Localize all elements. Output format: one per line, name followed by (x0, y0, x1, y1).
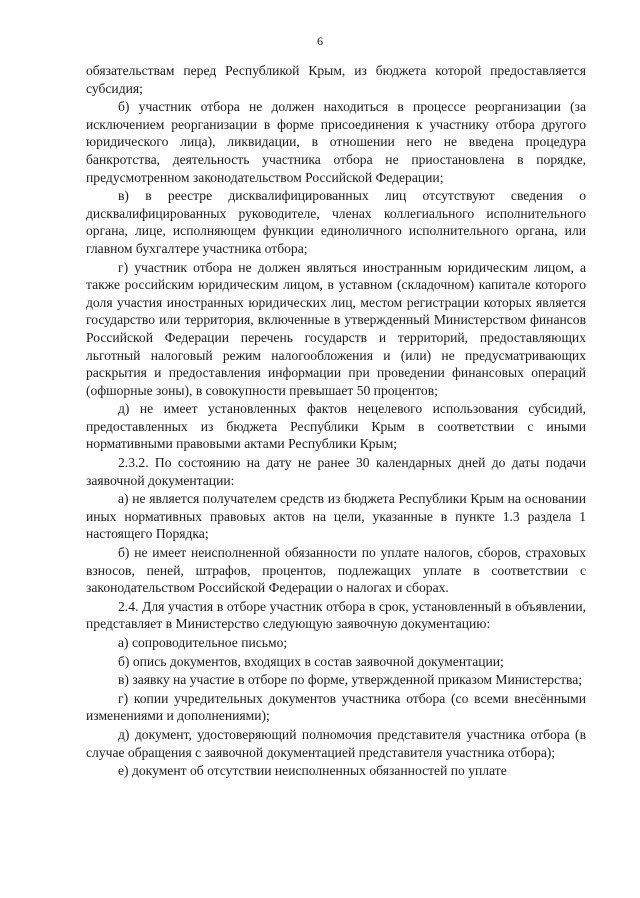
paragraph-continuation: обязательствам перед Республикой Крым, из бюджета которой предоставляется субсидия; (86, 63, 586, 96)
paragraph-a-not-recipient: а) не является получателем средств из бюджета Республики Крым на основании иных нормативных правовых актов на цели, указанные в пункте 1.3 раздела 1 настоящего Порядка; (86, 491, 586, 542)
list-item-application: в) заявку на участие в отборе по форме, утвержденной приказом Министерства; (118, 672, 583, 688)
paragraph-d-misuse: д) не имеет установленных фактов нецелевого использования субсидий, предоставленных из бюджета Республики Крым в соответствии с иными нормативными правовыми актами Республики Крым; (86, 401, 586, 452)
list-item-constituent-docs: г) копии учредительных документов участника отбора (со всеми внесёнными изменениями и дополнениями); (86, 690, 586, 724)
list-item-cover-letter: а) сопроводительное письмо; (118, 635, 288, 650)
paragraph-b-reorganization: б) участник отбора не должен находиться в процессе реорганизации (за исключением реорганизации в форме присоединения к участнику отбора другого юридического лица), ликвидации, в отношении него не введена процедура банкротства, деятельность участника отбора не приостановлена в порядке, предусмотренном законодательством Российской Федерации; (86, 99, 586, 185)
page-number: 6 (317, 34, 323, 48)
paragraph-2-3-2: 2.3.2. По состоянию на дату не ранее 30 календарных дней до даты подачи заявочной документации: (86, 455, 586, 488)
paragraph-2-4: 2.4. Для участия в отборе участник отбора в срок, установленный в объявлении, представляет в Министерство следующую заявочную документацию: (86, 598, 586, 632)
paragraph-g-foreign-entity: г) участник отбора не должен являться иностранным юридическим лицом, а также российским юридическим лицом, в уставном (складочном) капитале которого доля участия иностранных юридических лиц, местом регистрации которых является государство или территория, включенные в утвержденный Министерством финансов Российской Федерации перечень государств и территорий, предоставляющих льготный налоговый режим налогообложения и (или) не предусматривающих раскрытия и предоставления информации при проведении финансовых операций (офшорные зоны), в совокупности превышает 50 процентов; (86, 259, 586, 398)
list-item-authority-doc: д) документ, удостоверяющий полномочия представителя участника отбора (в случае обращения с заявочной документацией представителя участника отбора); (86, 726, 586, 760)
list-item-no-debt-doc: е) документ об отсутствии неисполненных обязанностей по уплате (118, 763, 507, 779)
paragraph-v-disqualified-registry: в) в реестре дисквалифицированных лиц отсутствуют сведения о дисквалифицированных руководителе, членах коллегиального исполнительного органа, лице, исполняющем функции единоличного исполнительного органа, или главном бухгалтере участника отбора; (86, 188, 586, 256)
list-item-inventory: б) опись документов, входящих в состав заявочной документации; (118, 653, 504, 669)
paragraph-b-no-tax-debt: б) не имеет неисполненной обязанности по уплате налогов, сборов, страховых взносов, пеней, штрафов, процентов, подлежащих уплате в соответствии с законодательством Российской Федерации о налогах и сборах. (86, 545, 586, 596)
document-body (86, 62, 586, 780)
